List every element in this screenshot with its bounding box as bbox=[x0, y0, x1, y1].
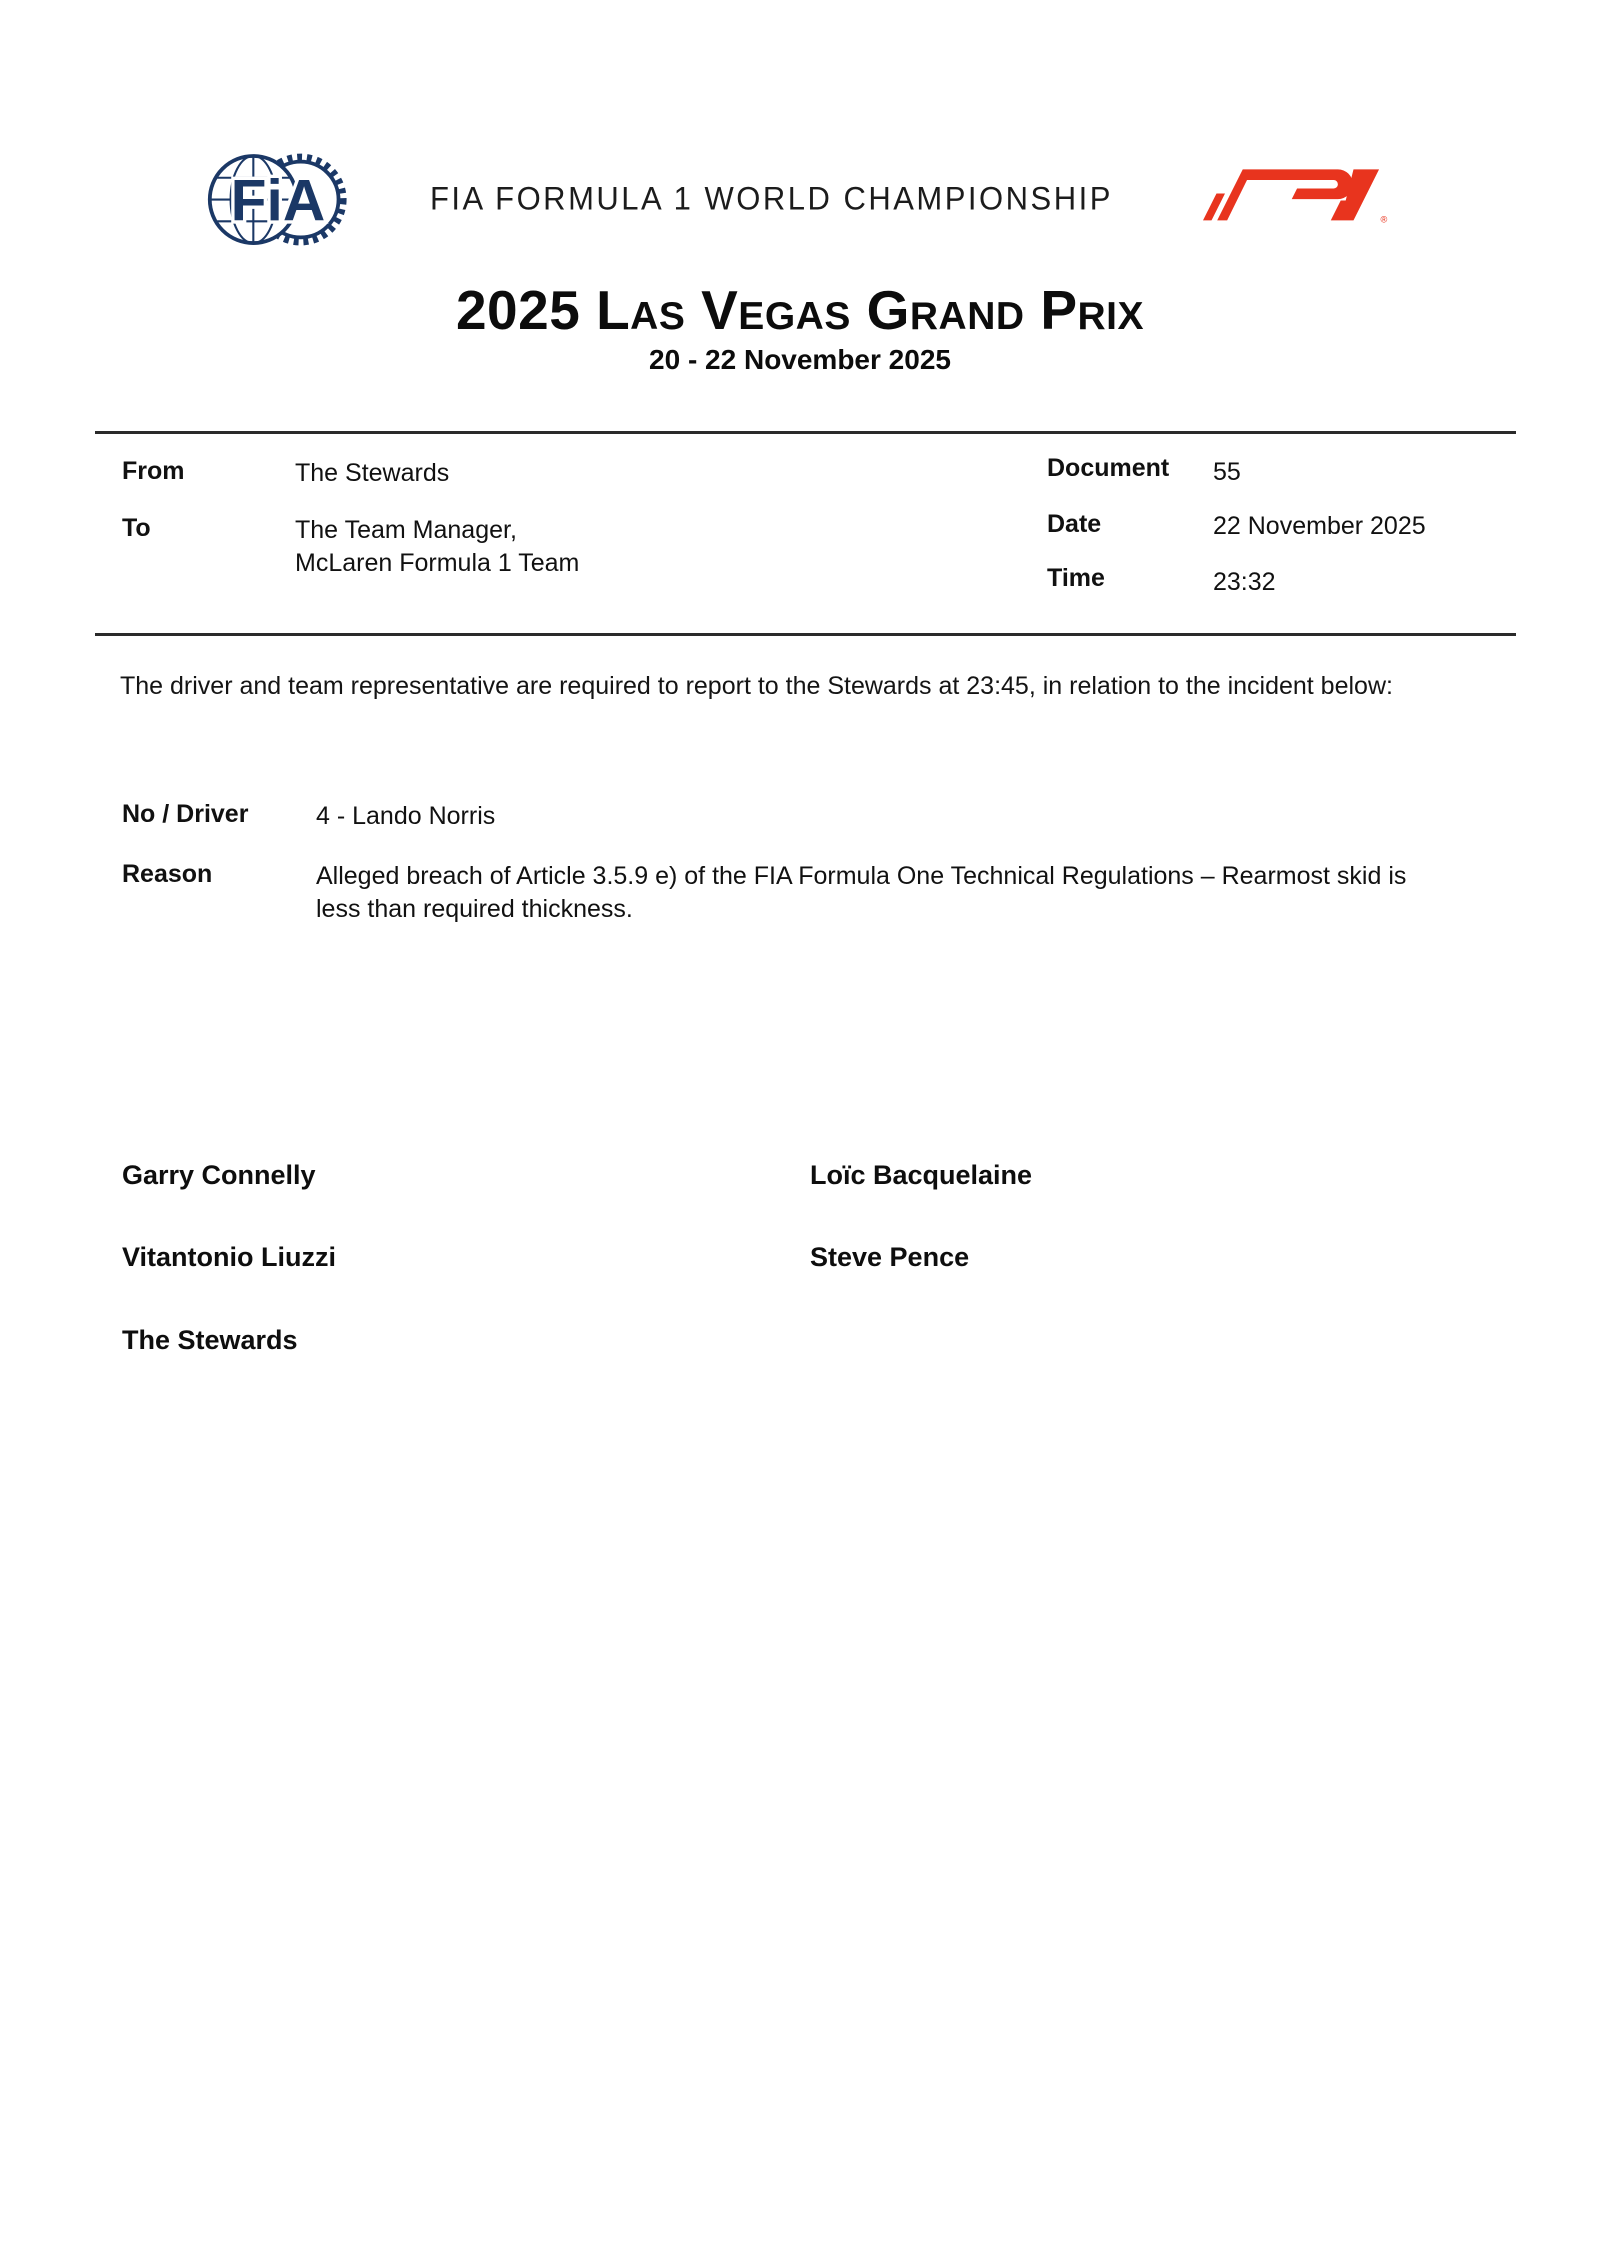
signature-steward-1: Garry Connelly bbox=[122, 1160, 316, 1190]
fia-logo-icon bbox=[206, 150, 348, 250]
no-driver-value: 4 - Lando Norris bbox=[316, 802, 496, 830]
signature-steward-4: Steve Pence bbox=[810, 1242, 970, 1272]
event-dates: 20 - 22 November 2025 bbox=[649, 344, 951, 375]
date-label: Date bbox=[1047, 510, 1102, 538]
to-value-line2: McLaren Formula 1 Team bbox=[295, 549, 580, 577]
date-value: 22 November 2025 bbox=[1213, 512, 1426, 540]
event-title: 2025 Las Vegas Grand Prix bbox=[455, 279, 1145, 341]
time-value: 23:32 bbox=[1213, 568, 1276, 596]
document-label: Document bbox=[1047, 454, 1170, 482]
from-label: From bbox=[122, 457, 185, 485]
signature-the-stewards: The Stewards bbox=[122, 1325, 298, 1355]
time-label: Time bbox=[1047, 564, 1105, 592]
to-label: To bbox=[122, 514, 151, 542]
reason-label: Reason bbox=[122, 860, 213, 888]
signature-steward-3: Vitantonio Liuzzi bbox=[122, 1242, 336, 1272]
summons-paragraph: The driver and team representative are required to report to the Stewards at 23:45, in relation to the incident below: bbox=[120, 672, 1393, 700]
reason-value: Alleged breach of Article 3.5.9 e) of the FIA Formula One Technical Regulations – Rearmost skid is less than required thickness. bbox=[316, 862, 1407, 923]
divider-bottom bbox=[95, 633, 1516, 636]
document-value: 55 bbox=[1213, 458, 1241, 486]
to-value-line1: The Team Manager, bbox=[295, 516, 517, 544]
f1-logo-icon bbox=[1203, 168, 1389, 226]
no-driver-label: No / Driver bbox=[122, 800, 249, 828]
fia-logo-letters: FiA bbox=[230, 168, 326, 234]
f1-registered-mark: ® bbox=[1380, 214, 1388, 225]
divider-top bbox=[95, 431, 1516, 434]
from-value: The Stewards bbox=[295, 459, 450, 487]
signature-steward-2: Loïc Bacquelaine bbox=[810, 1160, 1033, 1190]
f1-logo-shapes bbox=[1203, 169, 1379, 220]
championship-title: FIA FORMULA 1 WORLD CHAMPIONSHIP bbox=[430, 180, 1113, 217]
to-value bbox=[295, 514, 579, 580]
